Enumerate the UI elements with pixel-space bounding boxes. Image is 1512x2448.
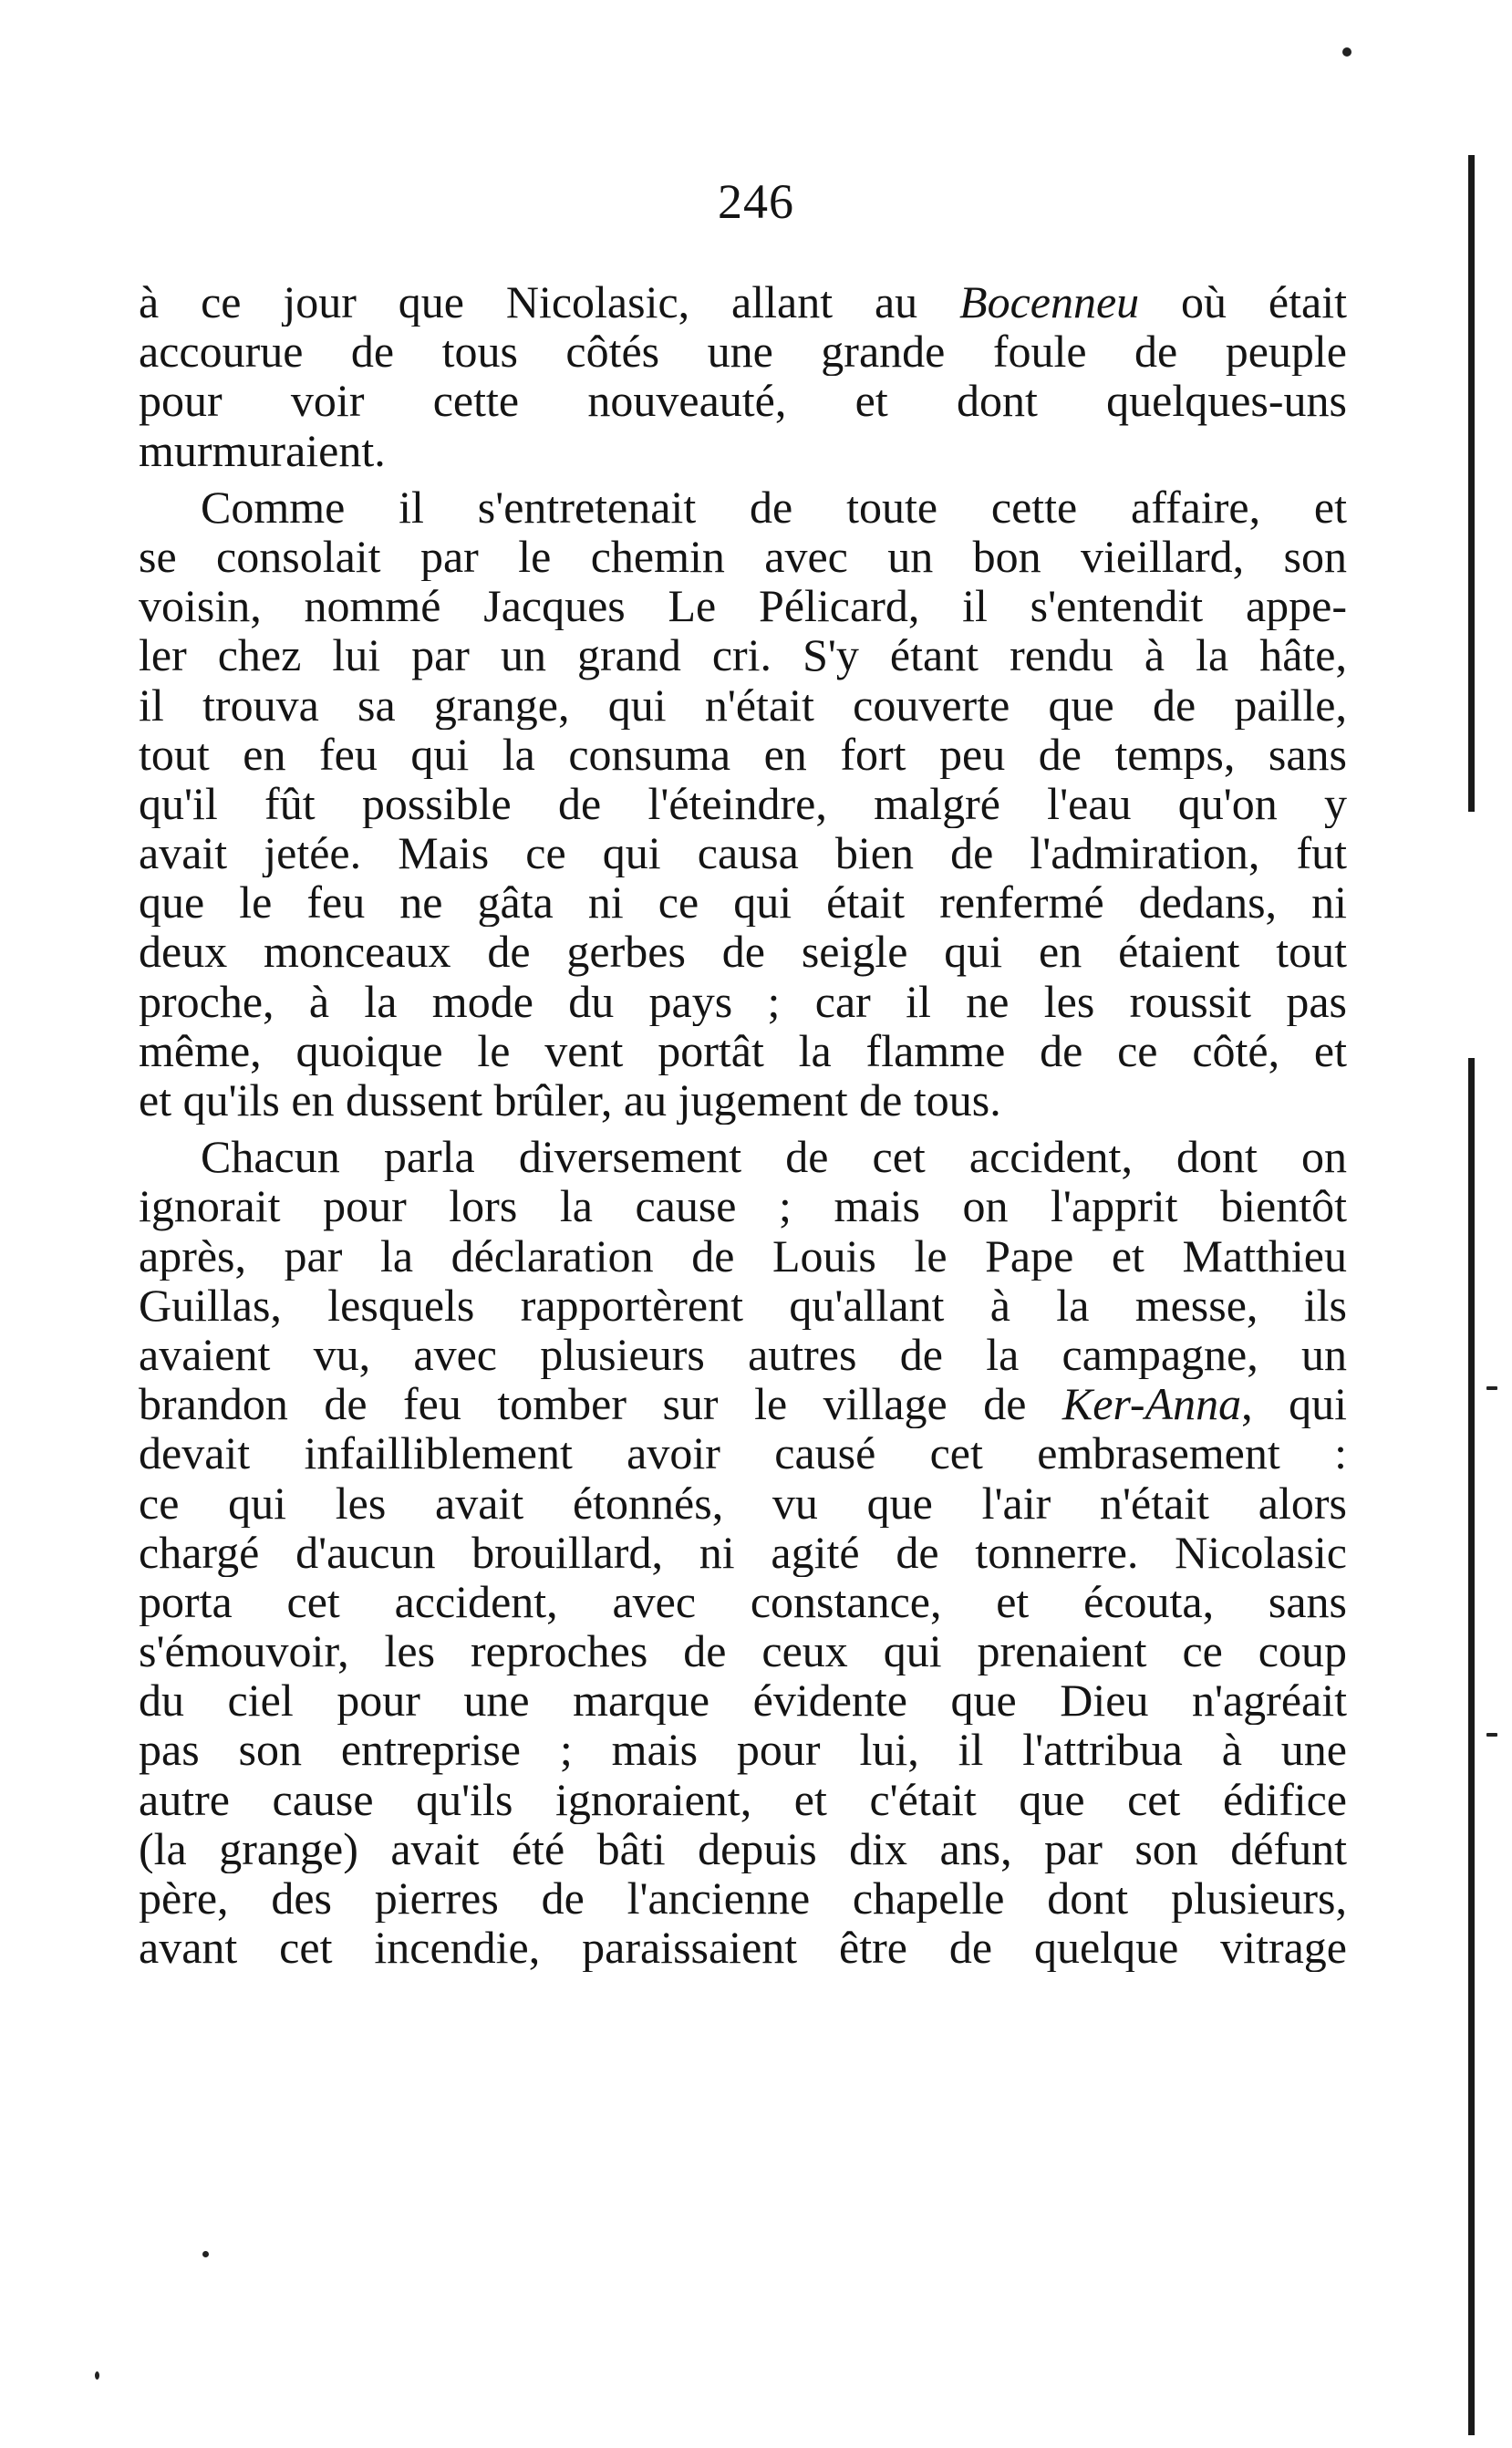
page-edge-rule-lower	[1468, 1058, 1475, 2435]
text-line: (la grange) avait été bâti depuis dix ans, par son défunt	[139, 1823, 1347, 1873]
text-line: deux monceaux de gerbes de seigle qui en étaient tout	[139, 927, 1347, 977]
paragraph	[139, 277, 1347, 475]
paragraph	[139, 482, 1347, 1125]
text-line: qu'il fût possible de l'éteindre, malgré l'eau qu'on y	[139, 778, 1347, 829]
text-line: il trouva sa grange, qui n'était couverte que de paille,	[139, 679, 1347, 730]
text-line: brandon de feu tomber sur le village de Ker-Anna, qui	[139, 1379, 1347, 1429]
paragraph-gap	[139, 1125, 1347, 1132]
paragraph-gap	[139, 475, 1347, 482]
page-number: 246	[718, 174, 794, 229]
text-line: avaient vu, avec plusieurs autres de la campagne, un	[139, 1329, 1347, 1380]
body-text	[139, 277, 1347, 1972]
text-line: ce qui les avait étonnés, vu que l'air n'était alors	[139, 1478, 1347, 1528]
scan-speck	[1486, 1733, 1497, 1737]
text-line: ignorait pour lors la cause ; mais on l'apprit bientôt	[139, 1181, 1347, 1231]
text-line: autre cause qu'ils ignoraient, et c'était que cet édifice	[139, 1774, 1347, 1824]
text-line: Comme il s'entretenait de toute cette affaire, et	[201, 482, 1347, 532]
text-line: se consolait par le chemin avec un bon vieillard, son	[139, 531, 1347, 582]
text-line: avant cet incendie, paraissaient être de quelque vitrage	[139, 1923, 1347, 1973]
text-line: voisin, nommé Jacques Le Pélicard, il s'entendit appe-	[139, 581, 1347, 631]
paragraph	[139, 1132, 1347, 1972]
page-edge-rule	[1468, 155, 1475, 812]
text-line: murmuraient.	[139, 425, 386, 475]
scan-speck	[95, 2371, 99, 2380]
text-line: père, des pierres de l'ancienne chapelle dont plusieurs,	[139, 1873, 1347, 1924]
text-line: pas son entreprise ; mais pour lui, il l'attribua à une	[139, 1725, 1347, 1775]
text-line: pour voir cette nouveauté, et dont quelques-uns	[139, 376, 1347, 426]
text-line: avait jetée. Mais ce qui causa bien de l'admiration, fut	[139, 828, 1347, 878]
text-line: que le feu ne gâta ni ce qui était renfermé dedans, ni	[139, 877, 1347, 928]
scan-speck	[1486, 1386, 1497, 1390]
text-line: proche, à la mode du pays ; car il ne les roussit pas	[139, 976, 1347, 1026]
text-line: Chacun parla diversement de cet accident, dont on	[201, 1132, 1347, 1182]
text-line: devait infailliblement avoir causé cet embrasement :	[139, 1428, 1347, 1478]
text-line: du ciel pour une marque évidente que Dieu n'agréait	[139, 1675, 1347, 1726]
text-line: tout en feu qui la consuma en fort peu de temps, sans	[139, 729, 1347, 779]
text-line: porta cet accident, avec constance, et écouta, sans	[139, 1576, 1347, 1627]
text-line: chargé d'aucun brouillard, ni agité de tonnerre. Nicolasic	[139, 1527, 1347, 1577]
text-line: Guillas, lesquels rapportèrent qu'allant à la messe, ils	[139, 1280, 1347, 1330]
scan-speck	[202, 2251, 209, 2257]
text-line: accourue de tous côtés une grande foule de peuple	[139, 327, 1347, 377]
text-line: et qu'ils en dussent brûler, au jugement de tous.	[139, 1075, 1001, 1125]
text-line: ler chez lui par un grand cri. S'y étant rendu à la hâte,	[139, 630, 1347, 680]
text-line: à ce jour que Nicolasic, allant au Bocenneu où était	[139, 277, 1347, 327]
scan-speck	[1342, 47, 1351, 57]
text-line: s'émouvoir, les reproches de ceux qui prenaient ce coup	[139, 1626, 1347, 1676]
text-line: même, quoique le vent portât la flamme de ce côté, et	[139, 1025, 1347, 1075]
text-line: après, par la déclaration de Louis le Pape et Matthieu	[139, 1230, 1347, 1281]
